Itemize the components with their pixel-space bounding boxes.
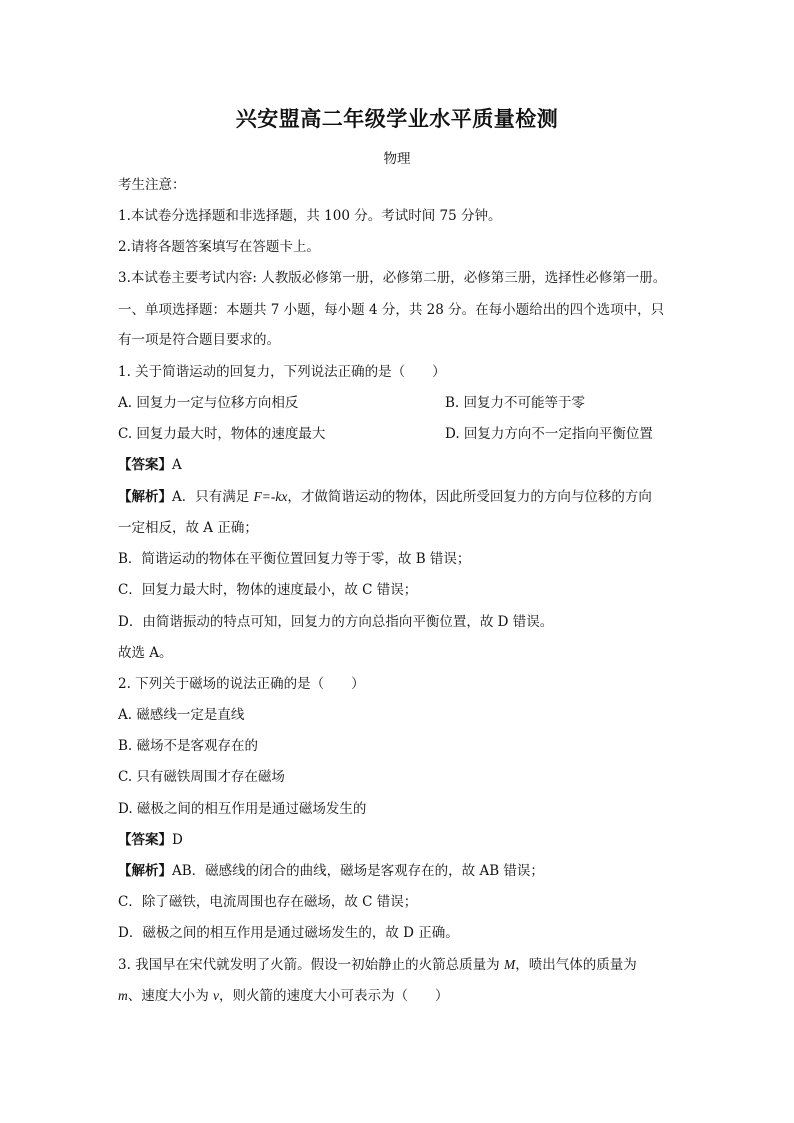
notice-item-2: 2.请将各题答案填写在答题卡上。: [118, 239, 320, 255]
q2-stem: 2. 下列关于磁场的说法正确的是（ ）: [118, 676, 365, 692]
q2-option-c: C. 只有磁铁周围才存在磁场: [118, 769, 285, 785]
q1-analysis-c: C．回复力最大时，物体的速度最小，故 C 错误；: [118, 582, 418, 598]
q3-text: ，喷出气体的质量为: [515, 957, 637, 973]
q3-text: 、速度大小为: [127, 988, 214, 1004]
q2-answer: [118, 830, 183, 850]
q1-option-b: B. 回复力不可能等于零: [445, 395, 586, 411]
analysis-text: A．只有满足: [172, 489, 254, 505]
q3-text: 3. 我国早在宋代就发明了火箭。假设一初始静止的火箭总质量为: [118, 957, 504, 973]
q2-option-b: B. 磁场不是客观存在的: [118, 738, 259, 754]
answer-value: D: [172, 832, 183, 848]
q3-stem-line-1: [118, 955, 637, 975]
answer-label: 【答案】: [118, 457, 172, 473]
analysis-label: 【解析】: [118, 863, 172, 879]
q1-analysis-d: D．由简谐振动的特点可知，回复力的方向总指向平衡位置，故 D 错误。: [118, 614, 554, 630]
formula: F=-kx: [253, 489, 288, 504]
var-M: M: [503, 957, 516, 972]
q1-option-d: D. 回复力方向不一定指向平衡位置: [445, 426, 653, 442]
answer-value: A: [172, 457, 182, 473]
page-title: 兴安盟高二年级学业水平质量检测: [235, 107, 559, 131]
q3-text: ，则火箭的速度大小可表示为（ ）: [219, 988, 449, 1004]
notice-item-3: 3.本试卷主要考试内容: 人教版必修第一册，必修第二册，必修第三册，选择性必修第一册。: [118, 270, 667, 286]
section-heading-line-2: 有一项是符合题目要求的。: [118, 332, 280, 348]
q1-stem: 1. 关于简谐运动的回复力，下列说法正确的是（ ）: [118, 364, 446, 380]
answer-label: 【答案】: [118, 832, 172, 848]
var-m: m: [118, 988, 128, 1003]
analysis-text: AB．磁感线的闭合的曲线，磁场是客观存在的，故 AB 错误；: [172, 863, 544, 879]
q2-analysis-ab: [118, 861, 544, 881]
notice-heading: 考生注意：: [118, 177, 186, 193]
subject-label: 物理: [383, 151, 411, 167]
q2-option-d: D. 磁极之间的相互作用是通过磁场发生的: [118, 801, 367, 817]
notice-item-1: 1.本试卷分选择题和非选择题，共 100 分。考试时间 75 分钟。: [118, 208, 502, 224]
q1-analysis-b: B．简谐运动的物体在平衡位置回复力等于零，故 B 错误；: [118, 551, 471, 567]
q2-analysis-c: C．除了磁铁，电流周围也存在磁场，故 C 错误；: [118, 894, 418, 910]
section-heading-line-1: 一、单项选择题：本题共 7 小题，每小题 4 分，共 28 分。在每小题给出的四个选项中，只: [118, 302, 665, 318]
q1-option-a: A. 回复力一定与位移方向相反: [118, 395, 299, 411]
q3-stem-line-2: [118, 986, 449, 1006]
q2-option-a: A. 磁感线一定是直线: [118, 707, 245, 723]
q1-analysis-a-cont: 一定相反，故 A 正确；: [118, 520, 258, 536]
var-v: v: [213, 988, 220, 1003]
q1-analysis-a: [118, 487, 652, 507]
analysis-label: 【解析】: [118, 489, 172, 505]
q1-answer: [118, 455, 182, 475]
q1-conclusion: 故选 A。: [118, 645, 173, 661]
q2-analysis-d: D．磁极之间的相互作用是通过磁场发生的，故 D 正确。: [118, 925, 459, 941]
analysis-text: ，才做简谐运动的物体，因此所受回复力的方向与位移的方向: [287, 489, 652, 505]
q1-option-c: C. 回复力最大时，物体的速度最大: [118, 426, 326, 442]
